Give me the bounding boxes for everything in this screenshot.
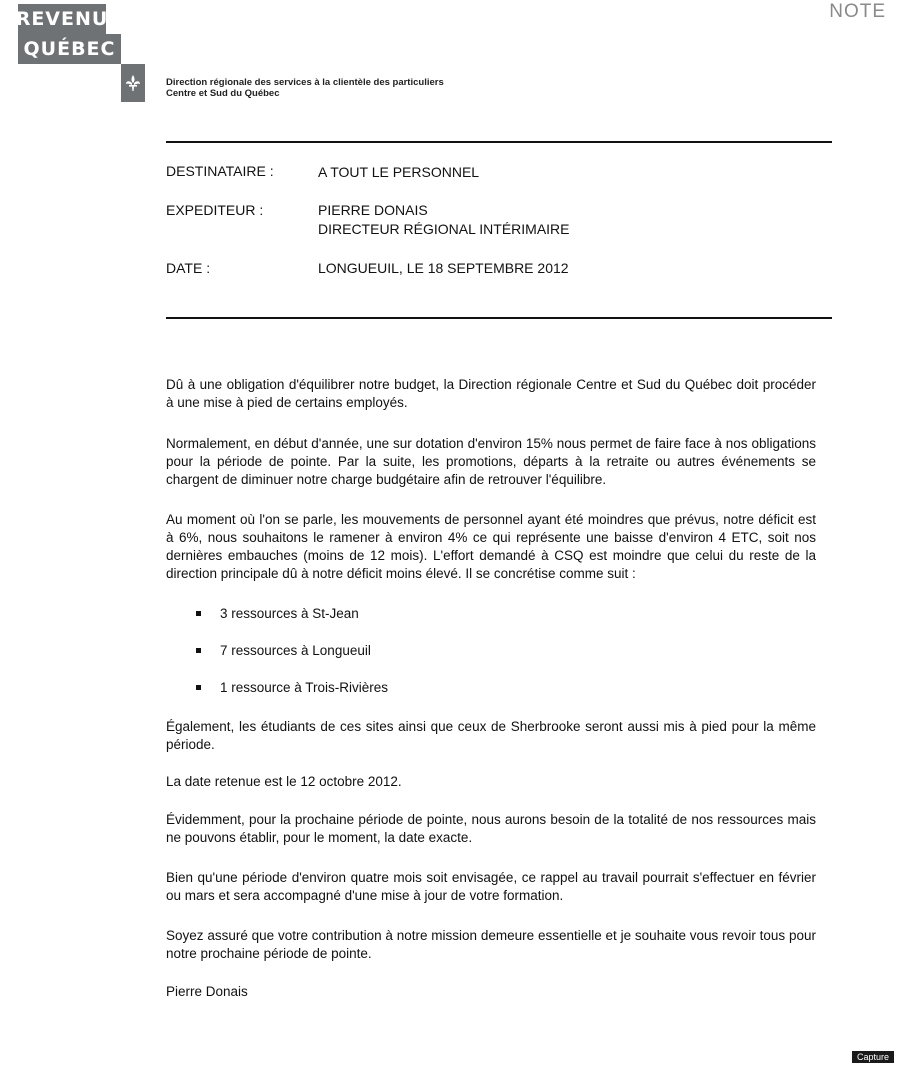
list-item	[196, 643, 371, 658]
capture-badge: Capture	[852, 1051, 894, 1063]
paragraph-1: Dû à une obligation d'équilibrer notre budget, la Direction régionale Centre et Sud du Québec doit procéder à une mise à pied de certains employés.	[166, 377, 816, 410]
paragraph-3: Au moment où l'on se parle, les mouvements de personnel ayant été moindres que prévus, notre déficit est à 6%, nous souhaitons le ramener à environ 4% ce qui représente une baisse d'environ 4 ETC, soit nos dernières embauches (moins de 12 mois). L'effort demandé à CSQ est moindre que celui du reste de la direction principale dû à notre déficit moins élevé. Il se concrétise comme suit :	[166, 512, 816, 581]
to-label: DESTINATAIRE :	[166, 163, 274, 179]
date-label: DATE :	[166, 260, 211, 276]
department-line2: Centre et Sud du Québec	[166, 88, 280, 99]
paragraph-7: Bien qu'une période d'environ quatre mois soit envisagée, ce rappel au travail pourrait s'effectuer en février ou mars et sera accompagné d'une mise à jour de votre formation.	[166, 870, 816, 903]
department-line1: Direction régionale des services à la clientèle des particuliers	[166, 77, 444, 88]
list-item-text: 7 ressources à Longueuil	[220, 643, 371, 658]
from-title: DIRECTEUR RÉGIONAL INTÉRIMAIRE	[318, 221, 570, 237]
paragraph-4: Également, les étudiants de ces sites ainsi que ceux de Sherbrooke seront aussi mis à pied pour la même période.	[166, 719, 816, 752]
logo-line2: QUÉBEC	[23, 38, 116, 60]
to-value: A TOUT LE PERSONNEL	[318, 164, 480, 180]
header-divider	[166, 317, 832, 319]
fleur-de-lis-icon	[121, 64, 145, 102]
bullet-icon	[196, 685, 201, 690]
logo-revenu	[15, 4, 109, 34]
paragraph-8: Soyez assuré que votre contribution à notre mission demeure essentielle et je souhaite vous revoir tous pour notre prochaine période de pointe.	[166, 928, 816, 961]
document-type: NOTE	[829, 1, 886, 22]
from-label: EXPEDITEUR :	[166, 202, 264, 218]
department-block	[166, 77, 444, 99]
paragraph-5: La date retenue est le 12 octobre 2012.	[166, 774, 402, 789]
logo-line1: REVENU	[15, 8, 109, 30]
bullet-icon	[196, 648, 201, 653]
paragraph-2: Normalement, en début d'année, une sur dotation d'environ 15% nous permet de faire face à nos obligations pour la période de pointe. Par la suite, les promotions, départs à la retraite ou autres événements se chargent de diminuer notre charge budgétaire afin de retrouver l'équilibre.	[166, 436, 816, 487]
bullet-icon	[196, 611, 201, 616]
paragraph-6: Évidemment, pour la prochaine période de pointe, nous aurons besoin de la totalité de nos ressources mais ne pouvons établir, pour le moment, la date exacte.	[166, 812, 816, 845]
list-item-text: 1 ressource à Trois-Rivières	[220, 680, 389, 695]
list-item	[196, 680, 388, 695]
list-item-text: 3 ressources à St-Jean	[220, 606, 359, 621]
date-value: LONGUEUIL, LE 18 SEPTEMBRE 2012	[318, 260, 569, 276]
top-divider	[166, 141, 832, 143]
from-value	[318, 201, 570, 239]
logo-quebec	[18, 34, 121, 64]
list-item	[196, 606, 359, 621]
signature: Pierre Donais	[166, 984, 248, 999]
from-name: PIERRE DONAIS	[318, 202, 428, 218]
